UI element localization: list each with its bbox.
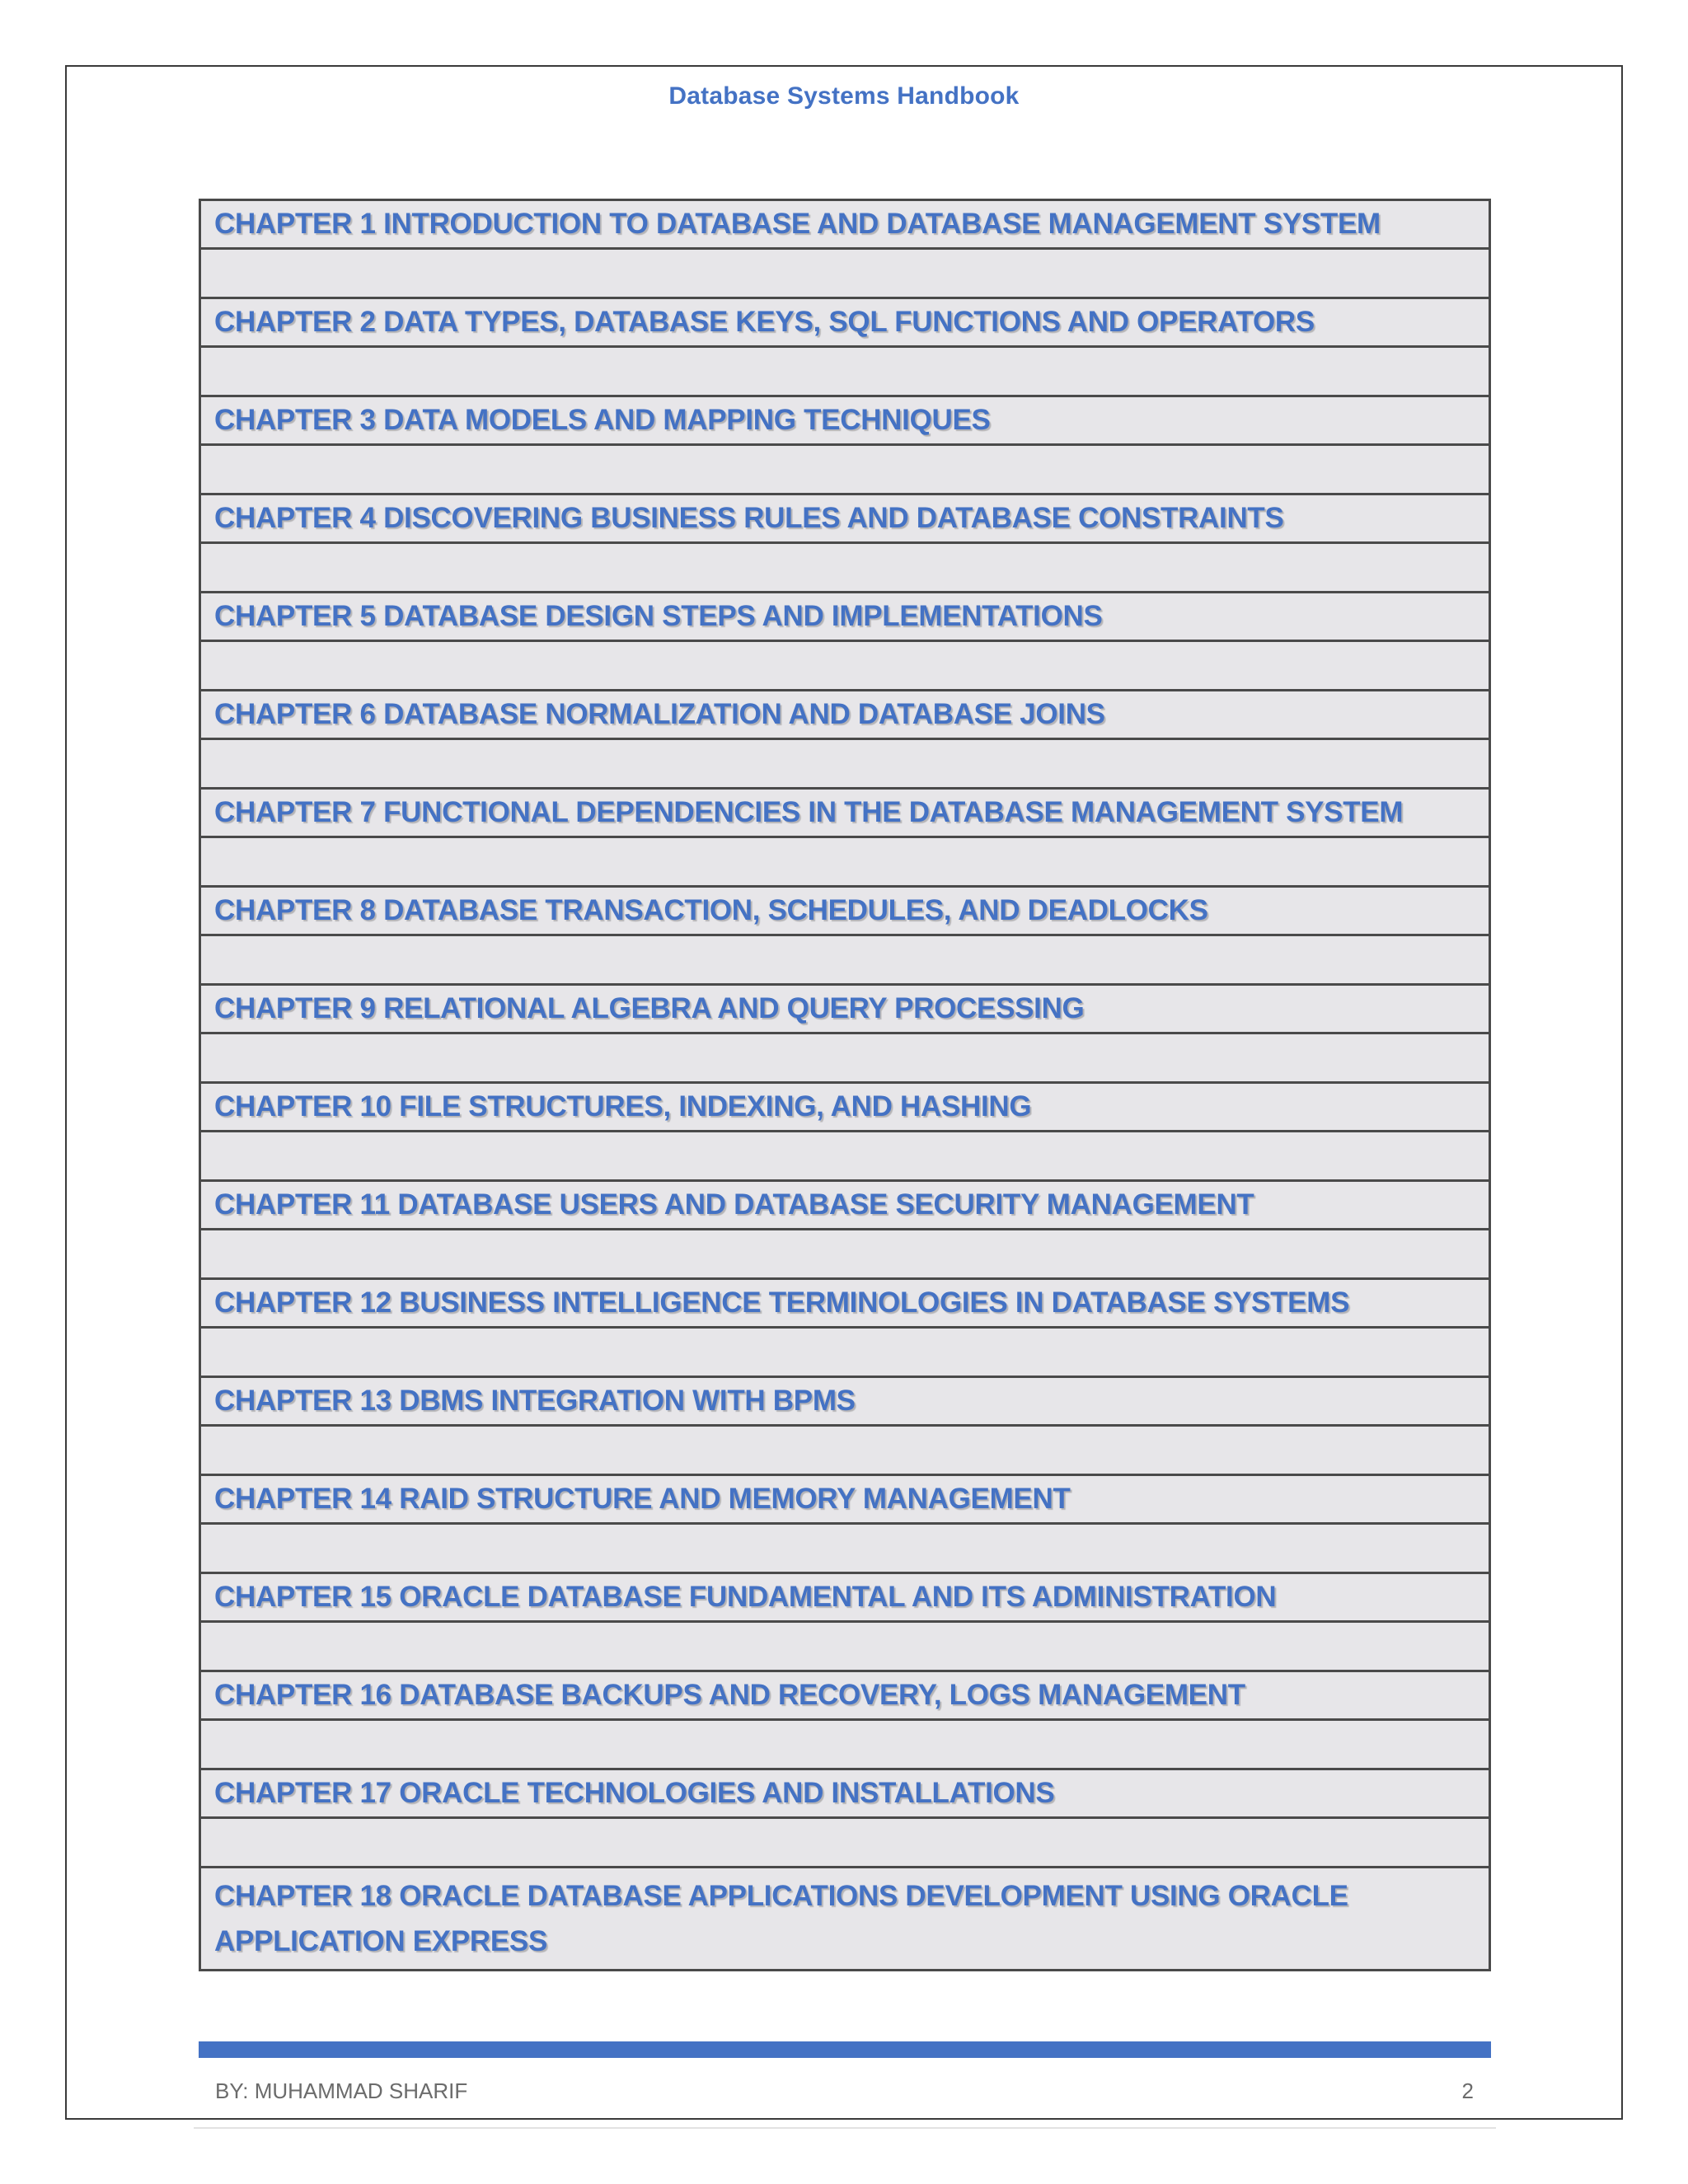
toc-row	[200, 1181, 1490, 1230]
toc-spacer-row	[200, 1818, 1490, 1868]
toc-row	[200, 789, 1490, 837]
toc-row	[200, 494, 1490, 543]
toc-spacer-row	[200, 739, 1490, 789]
toc-row	[200, 1769, 1490, 1818]
chapter-link-1[interactable]: CHAPTER 1 INTRODUCTION TO DATABASE AND DATABASE MANAGEMENT SYSTEM	[214, 208, 1381, 240]
toc-row	[200, 200, 1490, 249]
footer-divider-bar	[199, 2041, 1491, 2058]
toc-spacer-row	[200, 1524, 1490, 1573]
chapter-link-18[interactable]: CHAPTER 18 ORACLE DATABASE APPLICATIONS DEVELOPMENT USING ORACLE APPLICATION EXPRESS	[214, 1880, 1348, 1957]
toc-spacer-row	[200, 1230, 1490, 1279]
toc-spacer-row	[200, 1132, 1490, 1181]
page-header-title: Database Systems Handbook	[668, 82, 1020, 110]
toc-row	[200, 1868, 1490, 1971]
toc-spacer-row	[200, 1622, 1490, 1671]
chapter-link-7[interactable]: CHAPTER 7 FUNCTIONAL DEPENDENCIES IN THE DATABASE MANAGEMENT SYSTEM	[214, 796, 1404, 828]
toc-row	[200, 1475, 1490, 1524]
chapter-link-5[interactable]: CHAPTER 5 DATABASE DESIGN STEPS AND IMPLEMENTATIONS	[214, 600, 1103, 632]
toc-row	[200, 298, 1490, 347]
toc-row	[200, 396, 1490, 445]
page-number: 2	[1461, 2079, 1474, 2103]
toc-spacer-row	[200, 935, 1490, 985]
chapter-link-10[interactable]: CHAPTER 10 FILE STRUCTURES, INDEXING, AND HASHING	[214, 1090, 1032, 1122]
chapter-link-2[interactable]: CHAPTER 2 DATA TYPES, DATABASE KEYS, SQL FUNCTIONS AND OPERATORS	[214, 306, 1315, 338]
toc-spacer-row	[200, 543, 1490, 593]
chapter-link-4[interactable]: CHAPTER 4 DISCOVERING BUSINESS RULES AND DATABASE CONSTRAINTS	[214, 502, 1284, 534]
toc-spacer-row	[200, 1033, 1490, 1083]
chapter-link-6[interactable]: CHAPTER 6 DATABASE NORMALIZATION AND DATABASE JOINS	[214, 698, 1105, 730]
chapter-link-16[interactable]: CHAPTER 16 DATABASE BACKUPS AND RECOVERY, LOGS MANAGEMENT	[214, 1679, 1245, 1711]
toc-spacer-row	[200, 1720, 1490, 1769]
page-bottom-line	[194, 2127, 1496, 2129]
table-of-contents	[199, 199, 1491, 1971]
toc-spacer-row	[200, 445, 1490, 494]
chapter-link-11[interactable]: CHAPTER 11 DATABASE USERS AND DATABASE SECURITY MANAGEMENT	[214, 1188, 1254, 1221]
toc-spacer-row	[200, 249, 1490, 298]
chapter-link-15[interactable]: CHAPTER 15 ORACLE DATABASE FUNDAMENTAL AND ITS ADMINISTRATION	[214, 1581, 1277, 1613]
chapter-link-17[interactable]: CHAPTER 17 ORACLE TECHNOLOGIES AND INSTALLATIONS	[214, 1777, 1055, 1809]
chapter-link-9[interactable]: CHAPTER 9 RELATIONAL ALGEBRA AND QUERY PROCESSING	[214, 992, 1085, 1024]
toc-row	[200, 1083, 1490, 1132]
toc-row	[200, 1377, 1490, 1426]
toc-row	[200, 593, 1490, 641]
chapter-link-13[interactable]: CHAPTER 13 DBMS INTEGRATION WITH BPMS	[214, 1385, 856, 1417]
toc-spacer-row	[200, 347, 1490, 396]
chapter-link-3[interactable]: CHAPTER 3 DATA MODELS AND MAPPING TECHNIQUES	[214, 404, 991, 436]
toc-row	[200, 1573, 1490, 1622]
toc-spacer-row	[200, 1426, 1490, 1475]
chapter-link-12[interactable]: CHAPTER 12 BUSINESS INTELLIGENCE TERMINOLOGIES IN DATABASE SYSTEMS	[214, 1286, 1350, 1319]
chapter-link-14[interactable]: CHAPTER 14 RAID STRUCTURE AND MEMORY MANAGEMENT	[214, 1483, 1071, 1515]
chapter-link-8[interactable]: CHAPTER 8 DATABASE TRANSACTION, SCHEDULES, AND DEADLOCKS	[214, 894, 1208, 926]
toc-spacer-row	[200, 837, 1490, 887]
toc-row	[200, 1671, 1490, 1720]
footer-author: BY: MUHAMMAD SHARIF	[215, 2079, 468, 2103]
toc-row	[200, 1279, 1490, 1328]
toc-spacer-row	[200, 641, 1490, 691]
toc-row	[200, 887, 1490, 935]
toc-row	[200, 691, 1490, 739]
toc-spacer-row	[200, 1328, 1490, 1377]
toc-row	[200, 985, 1490, 1033]
